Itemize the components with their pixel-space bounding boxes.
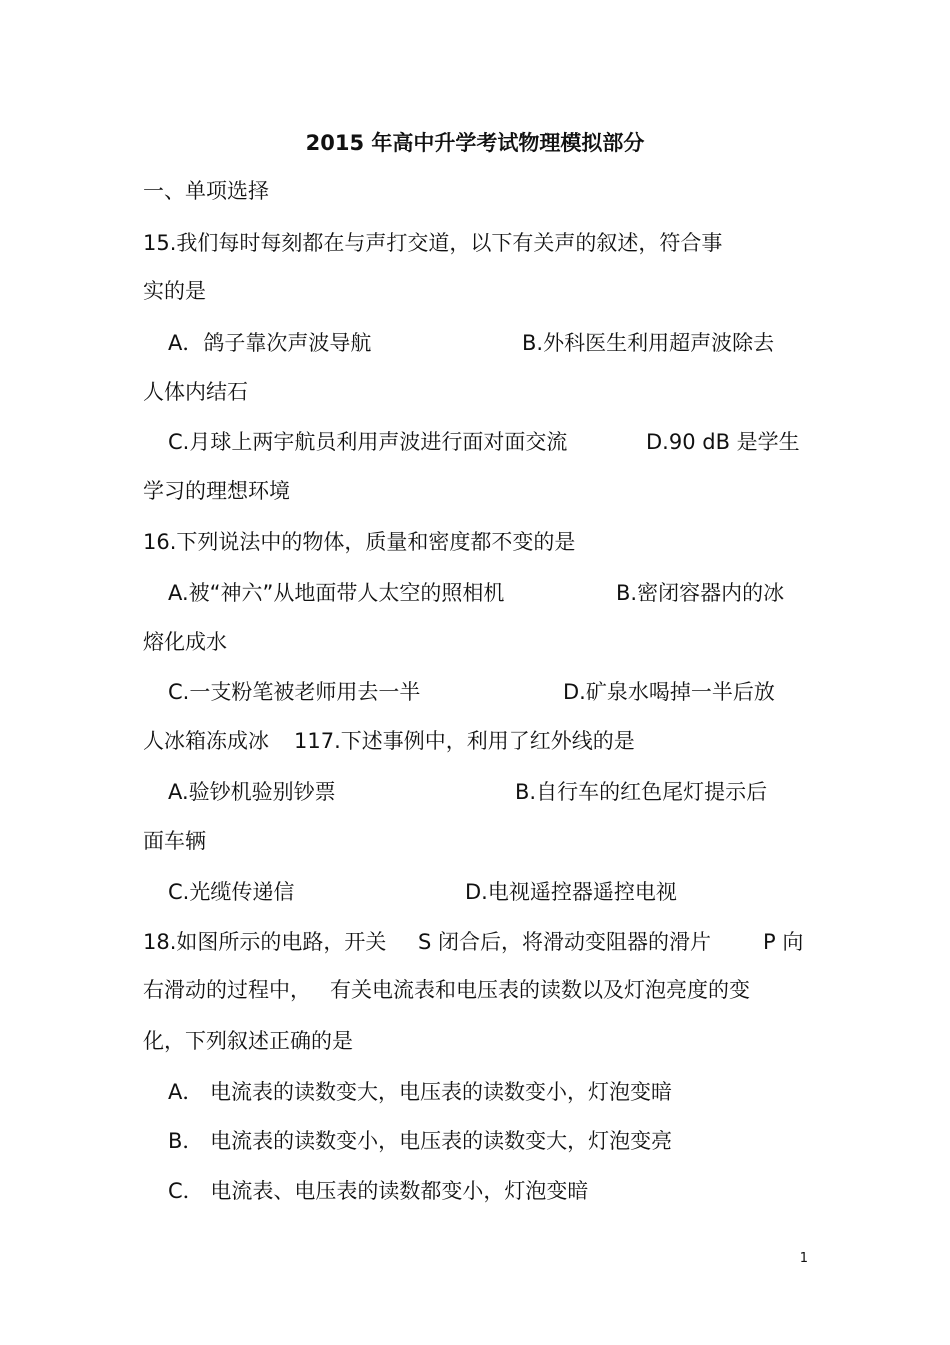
question-15-line-2: 实的是 <box>143 279 206 303</box>
question-18-line-2-part-2: 有关电流表和电压表的读数以及灯泡亮度的变 <box>330 978 750 1002</box>
q16-option-b-continued: 熔化成水 <box>143 630 227 654</box>
q15-option-d-continued: 学习的理想环境 <box>143 479 290 503</box>
section-heading: 一、单项选择 <box>143 179 269 203</box>
question-18-line-3: 化，下列叙述正确的是 <box>143 1029 353 1053</box>
question-18-line-1-part-3: P 向 <box>763 930 804 954</box>
question-18-line-1-part-2: S 闭合后，将滑动变阻器的滑片 <box>418 930 712 954</box>
q15-option-b-continued: 人体内结石 <box>143 380 248 404</box>
question-16-line-1: 16.下列说法中的物体，质量和密度都不变的是 <box>143 530 576 554</box>
q17-option-c: C.光缆传递信 <box>168 880 295 904</box>
q16-option-b: B.密闭容器内的冰 <box>616 581 785 605</box>
q17-option-d: D.电视遥控器遥控电视 <box>465 880 677 904</box>
question-17-line-1: 117.下述事例中，利用了红外线的是 <box>294 729 635 753</box>
q17-option-b: B.自行车的红色尾灯提示后 <box>515 780 768 804</box>
q16-option-c: C.一支粉笔被老师用去一半 <box>168 680 421 704</box>
q18-option-c: C． 电流表、电压表的读数都变小，灯泡变暗 <box>168 1179 589 1203</box>
document-title: 2015 年高中升学考试物理模拟部分 <box>305 131 645 155</box>
q15-option-c: C.月球上两宇航员利用声波进行面对面交流 <box>168 430 568 454</box>
question-15-line-1: 15.我们每时每刻都在与声打交道，以下有关声的叙述，符合事 <box>143 231 723 255</box>
q15-option-b: B.外科医生利用超声波除去 <box>522 331 775 355</box>
question-18-line-2-part-1: 右滑动的过程中， <box>143 978 311 1002</box>
q15-option-d: D.90 dB 是学生 <box>646 430 800 454</box>
q18-option-a: A． 电流表的读数变大，电压表的读数变小，灯泡变暗 <box>168 1080 673 1104</box>
q18-option-b: B． 电流表的读数变小，电压表的读数变大，灯泡变亮 <box>168 1129 673 1153</box>
q16-option-d-continued: 人冰箱冻成冰 <box>143 729 269 753</box>
q16-option-a: A.被“神六”从地面带人太空的照相机 <box>168 581 505 605</box>
q17-option-b-continued: 面车辆 <box>143 829 206 853</box>
question-18-line-1-part-1: 18.如图所示的电路，开关 <box>143 930 387 954</box>
q16-option-d: D.矿泉水喝掉一半后放 <box>563 680 775 704</box>
q15-option-a: A．鸽子靠次声波导航 <box>168 331 372 355</box>
q17-option-a: A.验钞机验别钞票 <box>168 780 336 804</box>
page-number: 1 <box>799 1251 808 1266</box>
